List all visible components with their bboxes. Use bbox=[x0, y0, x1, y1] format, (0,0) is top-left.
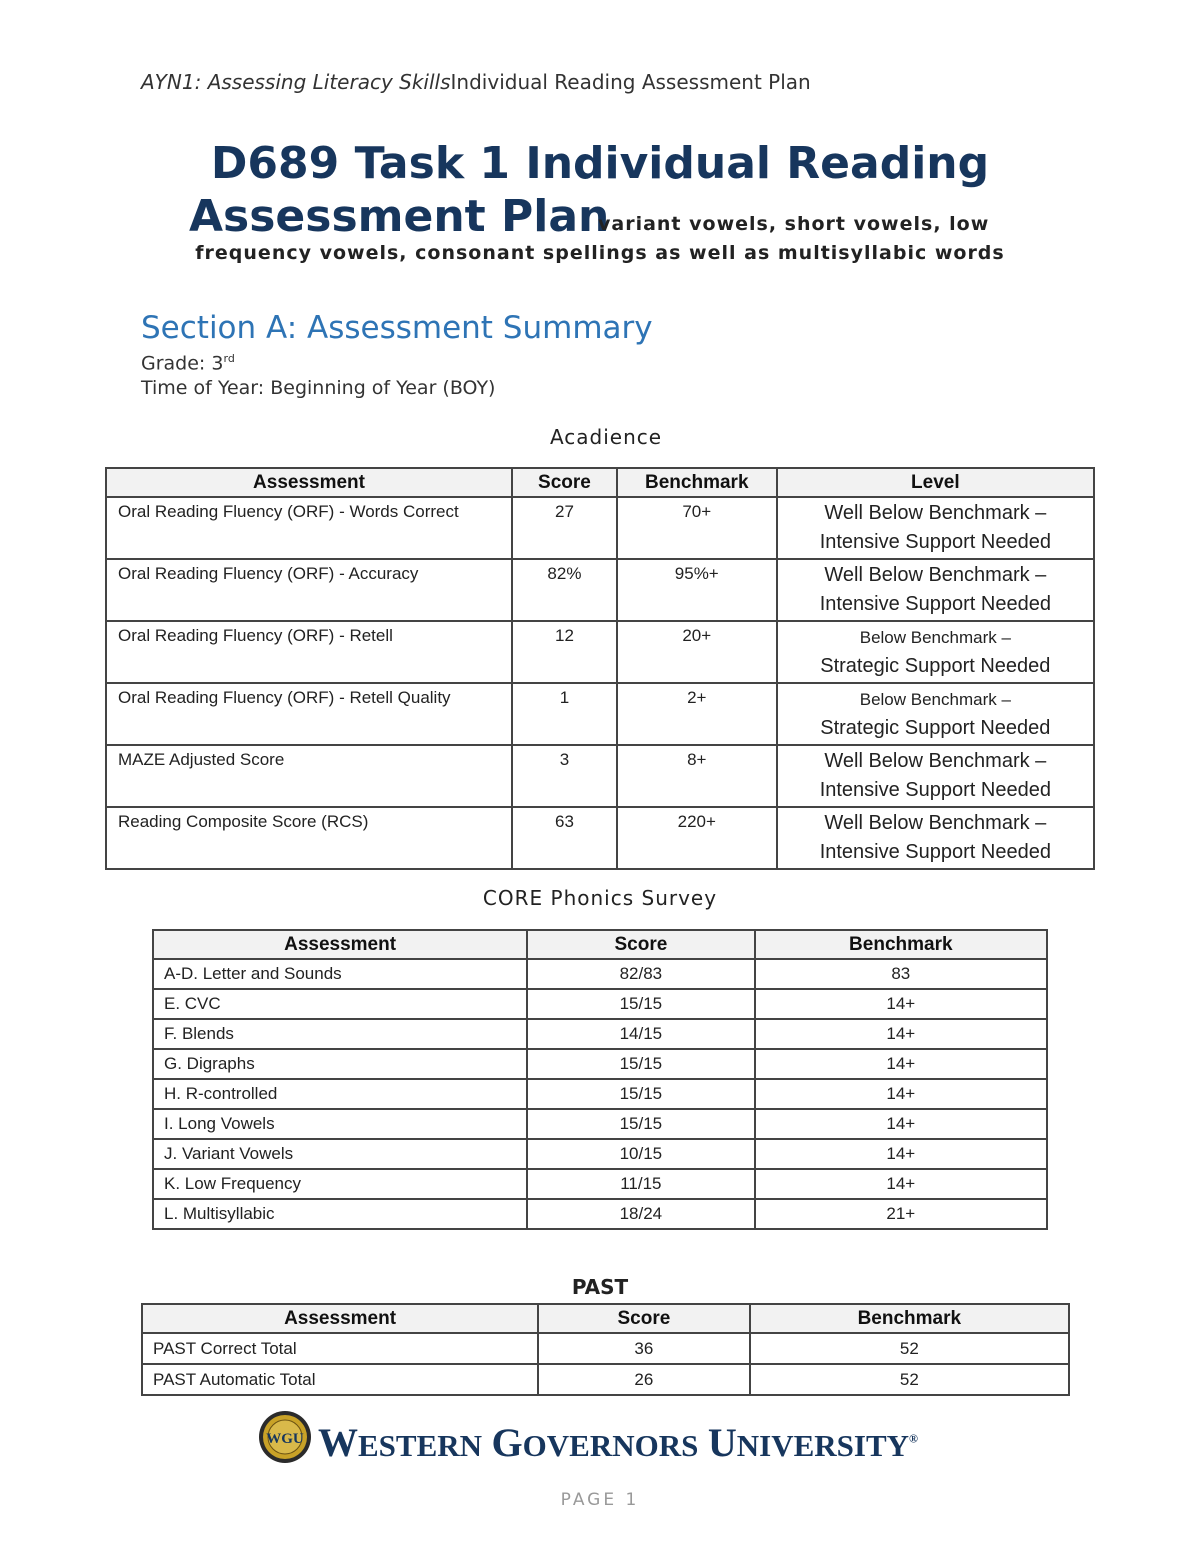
course-name: Assessing Literacy Skills bbox=[207, 70, 451, 94]
table-row bbox=[106, 497, 1094, 559]
wordmark-rest: ESTERN bbox=[358, 1428, 483, 1463]
benchmark-cell: 95%+ bbox=[617, 559, 777, 621]
level-line1: Well Below Benchmark – bbox=[824, 502, 1047, 524]
level-line2: Intensive Support Needed bbox=[819, 779, 1051, 801]
assessment-cell: Oral Reading Fluency (ORF) - Retell bbox=[106, 621, 512, 683]
column-header: Benchmark bbox=[617, 468, 777, 497]
table-row bbox=[153, 1109, 1047, 1139]
assessment-cell: MAZE Adjusted Score bbox=[106, 745, 512, 807]
level-line1: Well Below Benchmark – bbox=[824, 750, 1047, 772]
level-cell bbox=[777, 559, 1094, 621]
assessment-cell: Oral Reading Fluency (ORF) - Words Correct bbox=[106, 497, 512, 559]
score-cell: 10/15 bbox=[527, 1139, 754, 1169]
table-row bbox=[106, 745, 1094, 807]
benchmark-cell: 220+ bbox=[617, 807, 777, 869]
score-cell: 14/15 bbox=[527, 1019, 754, 1049]
column-header: Benchmark bbox=[755, 930, 1047, 959]
table-row bbox=[106, 559, 1094, 621]
wordmark-rest: OVERNORS bbox=[522, 1428, 699, 1463]
level-line1: Well Below Benchmark – bbox=[824, 812, 1047, 834]
column-header: Assessment bbox=[106, 468, 512, 497]
benchmark-cell: 52 bbox=[750, 1364, 1069, 1395]
assessment-cell: PAST Automatic Total bbox=[142, 1364, 538, 1395]
column-header: Score bbox=[538, 1304, 750, 1333]
score-cell: 12 bbox=[512, 621, 617, 683]
assessment-cell: Oral Reading Fluency (ORF) - Accuracy bbox=[106, 559, 512, 621]
level-line2: Intensive Support Needed bbox=[819, 531, 1051, 553]
level-line1: Well Below Benchmark – bbox=[824, 564, 1047, 586]
benchmark-cell: 14+ bbox=[755, 1109, 1047, 1139]
level-line2: Strategic Support Needed bbox=[820, 655, 1051, 677]
table-header-row bbox=[106, 468, 1094, 497]
level-line1: Below Benchmark – bbox=[859, 690, 1011, 709]
wgu-seal-icon bbox=[258, 1410, 312, 1464]
core-caption: CORE Phonics Survey bbox=[482, 886, 718, 910]
benchmark-cell: 2+ bbox=[617, 683, 777, 745]
assessment-cell: L. Multisyllabic bbox=[153, 1199, 527, 1229]
acadience-table bbox=[105, 467, 1095, 870]
level-line2: Strategic Support Needed bbox=[820, 717, 1051, 739]
past-caption: PAST bbox=[571, 1275, 629, 1299]
level-cell bbox=[777, 745, 1094, 807]
benchmark-cell: 14+ bbox=[755, 1049, 1047, 1079]
score-cell: 63 bbox=[512, 807, 617, 869]
table-row bbox=[153, 1169, 1047, 1199]
time-of-year-line bbox=[141, 377, 495, 399]
grade-suffix: rd bbox=[223, 352, 235, 365]
table-row bbox=[153, 1049, 1047, 1079]
score-cell: 15/15 bbox=[527, 1079, 754, 1109]
level-cell bbox=[777, 807, 1094, 869]
table-row bbox=[153, 1139, 1047, 1169]
past-table bbox=[141, 1303, 1070, 1396]
assessment-cell: J. Variant Vowels bbox=[153, 1139, 527, 1169]
column-header: Score bbox=[527, 930, 754, 959]
benchmark-cell: 14+ bbox=[755, 1139, 1047, 1169]
assessment-cell: Reading Composite Score (RCS) bbox=[106, 807, 512, 869]
column-header: Benchmark bbox=[750, 1304, 1069, 1333]
assessment-cell: PAST Correct Total bbox=[142, 1333, 538, 1364]
wordmark-initial: W bbox=[318, 1420, 358, 1465]
document-title-line2: Assessment Plan bbox=[189, 191, 610, 242]
score-cell: 27 bbox=[512, 497, 617, 559]
score-cell: 82% bbox=[512, 559, 617, 621]
level-cell bbox=[777, 621, 1094, 683]
score-cell: 15/15 bbox=[527, 989, 754, 1019]
level-cell bbox=[777, 683, 1094, 745]
benchmark-cell: 14+ bbox=[755, 1079, 1047, 1109]
assessment-cell: Oral Reading Fluency (ORF) - Retell Quality bbox=[106, 683, 512, 745]
level-cell bbox=[777, 497, 1094, 559]
benchmark-cell: 83 bbox=[755, 959, 1047, 989]
table-row bbox=[153, 1079, 1047, 1109]
benchmark-cell: 21+ bbox=[755, 1199, 1047, 1229]
score-cell: 11/15 bbox=[527, 1169, 754, 1199]
table-row bbox=[153, 959, 1047, 989]
score-cell: 15/15 bbox=[527, 1049, 754, 1079]
benchmark-cell: 14+ bbox=[755, 1019, 1047, 1049]
wordmark-rest: NIVERSITY bbox=[736, 1428, 910, 1463]
wordmark-initial: U bbox=[707, 1420, 737, 1465]
wordmark-initial: G bbox=[491, 1420, 523, 1465]
benchmark-cell: 20+ bbox=[617, 621, 777, 683]
grade-label: Grade: bbox=[141, 352, 206, 375]
doc-name: Individual Reading Assessment Plan bbox=[450, 70, 811, 94]
table-row bbox=[106, 621, 1094, 683]
column-header: Assessment bbox=[142, 1304, 538, 1333]
table-row bbox=[106, 807, 1094, 869]
table-header-row bbox=[153, 930, 1047, 959]
core-phonics-table bbox=[152, 929, 1048, 1230]
wgu-wordmark bbox=[318, 1419, 918, 1466]
assessment-cell: K. Low Frequency bbox=[153, 1169, 527, 1199]
course-code: AYN1: bbox=[141, 70, 202, 94]
benchmark-cell: 8+ bbox=[617, 745, 777, 807]
table-row bbox=[142, 1364, 1069, 1395]
page-number: PAGE 1 bbox=[560, 1490, 640, 1510]
document-subtitle-line1: variant vowels, short vowels, low bbox=[598, 213, 990, 235]
table-row bbox=[142, 1333, 1069, 1364]
assessment-cell: E. CVC bbox=[153, 989, 527, 1019]
assessment-cell: I. Long Vowels bbox=[153, 1109, 527, 1139]
table-header-row bbox=[142, 1304, 1069, 1333]
table-row bbox=[153, 989, 1047, 1019]
table-row bbox=[153, 1019, 1047, 1049]
level-line2: Intensive Support Needed bbox=[819, 593, 1051, 615]
assessment-cell: G. Digraphs bbox=[153, 1049, 527, 1079]
seal-text: WGU bbox=[266, 1431, 304, 1447]
trademark-mark: ® bbox=[909, 1431, 919, 1446]
score-cell: 15/15 bbox=[527, 1109, 754, 1139]
score-cell: 3 bbox=[512, 745, 617, 807]
assessment-cell: A-D. Letter and Sounds bbox=[153, 959, 527, 989]
assessment-cell: H. R-controlled bbox=[153, 1079, 527, 1109]
column-header: Score bbox=[512, 468, 617, 497]
time-value: Beginning of Year (BOY) bbox=[270, 377, 496, 399]
score-cell: 36 bbox=[538, 1333, 750, 1364]
level-line2: Intensive Support Needed bbox=[819, 841, 1051, 863]
section-title: Section A: Assessment Summary bbox=[141, 310, 653, 346]
benchmark-cell: 14+ bbox=[755, 1169, 1047, 1199]
time-label: Time of Year: bbox=[141, 377, 265, 399]
running-header bbox=[141, 70, 811, 94]
table-row bbox=[106, 683, 1094, 745]
table-row bbox=[153, 1199, 1047, 1229]
score-cell: 82/83 bbox=[527, 959, 754, 989]
column-header: Assessment bbox=[153, 930, 527, 959]
grade-value: 3 bbox=[211, 352, 224, 375]
benchmark-cell: 52 bbox=[750, 1333, 1069, 1364]
assessment-cell: F. Blends bbox=[153, 1019, 527, 1049]
score-cell: 18/24 bbox=[527, 1199, 754, 1229]
acadience-caption: Acadience bbox=[549, 425, 663, 449]
document-title-line1: D689 Task 1 Individual Reading bbox=[210, 138, 990, 189]
score-cell: 26 bbox=[538, 1364, 750, 1395]
benchmark-cell: 70+ bbox=[617, 497, 777, 559]
score-cell: 1 bbox=[512, 683, 617, 745]
document-subtitle-line2: frequency vowels, consonant spellings as well as multisyllabic words bbox=[195, 242, 1005, 264]
level-line1: Below Benchmark – bbox=[859, 628, 1011, 647]
grade-line bbox=[141, 352, 235, 374]
benchmark-cell: 14+ bbox=[755, 989, 1047, 1019]
column-header: Level bbox=[777, 468, 1094, 497]
